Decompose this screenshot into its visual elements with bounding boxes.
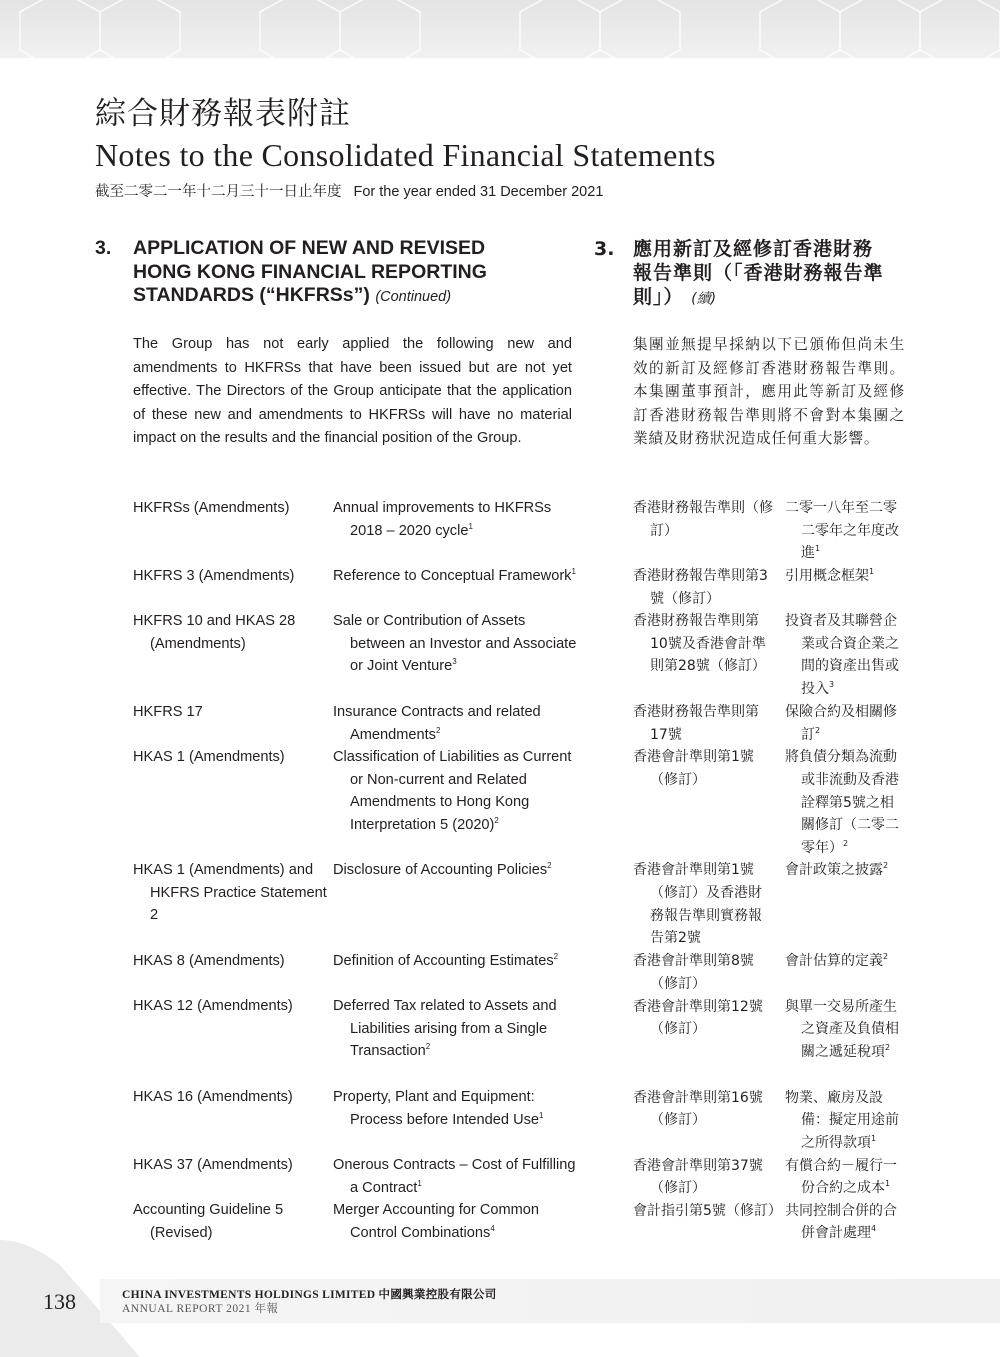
- section-heading-english: [95, 237, 575, 310]
- footnote-ref: 2: [435, 725, 441, 735]
- table-row: [133, 995, 593, 1086]
- table-row: [133, 565, 593, 610]
- footnote-ref: 1: [871, 1133, 877, 1143]
- standard-title: Reference to Conceptual Framework$^1$: [333, 567, 576, 584]
- standard-title: 與單一交易所產生之資產及負債相關之遞延稅項$^2$: [785, 998, 899, 1060]
- standard-title: 投資者及其聯營企業或合資企業之間的資產出售或投入$^3$: [785, 613, 899, 697]
- table-row: [633, 1155, 923, 1200]
- standard-title: Disclosure of Accounting Policies$^2$: [333, 861, 552, 879]
- standard-title: 物業、廠房及設備：擬定用途前之所得款項$^1$: [785, 1089, 899, 1151]
- table-row: [133, 701, 593, 746]
- continued-label: (續): [691, 291, 717, 307]
- standard-title: 共同控制合併的合併會計處理$^4$: [785, 1202, 897, 1242]
- footnote-ref: 2: [553, 952, 559, 962]
- table-row: [633, 996, 923, 1087]
- page-title-chinese: 綜合財務報表附註: [95, 96, 351, 132]
- table-row: [633, 1087, 923, 1155]
- table-row: [133, 497, 593, 565]
- header-band: [0, 0, 1000, 58]
- table-row: [633, 610, 923, 701]
- table-row: [133, 610, 593, 701]
- standard-name: 香港財務報告準則第3號（修訂）: [633, 568, 768, 607]
- table-row: [133, 746, 593, 859]
- standard-name: HKAS 8 (Amendments): [133, 953, 285, 970]
- table-row: [133, 1154, 593, 1199]
- reporting-period-chinese: 截至二零二一年十二月三十一日止年度: [95, 184, 342, 200]
- table-row: [133, 950, 593, 995]
- intro-paragraph-english: The Group has not early applied the following new and amendments to HKFRSs that have been issued but are not yet effective. The Directors of the Group anticipate that the application of these new and amendments to HKFRSs will have no material impact on the results and the financial position of the Group.: [133, 336, 572, 446]
- standard-name: 會計指引第5號（修訂）: [633, 1202, 782, 1219]
- standard-title: 有償合約－履行一份合約之成本$^1$: [785, 1157, 897, 1197]
- section-title-english: [133, 237, 575, 310]
- hexagon-pattern-decoration: [0, 0, 1000, 58]
- standard-name: HKFRS 17: [133, 704, 203, 720]
- page-title-english: Notes to the Consolidated Financial Statements: [95, 137, 716, 173]
- standard-title: 會計估算的定義$^2$: [785, 952, 889, 970]
- standard-name: 香港會計準則第8號（修訂）: [633, 953, 754, 992]
- standard-name: 香港財務報告準則第10號及香港會計準則第28號（修訂）: [633, 613, 766, 675]
- footnote-ref: 2: [494, 815, 499, 825]
- footnote-ref: 2: [547, 861, 552, 871]
- table-row: [633, 701, 923, 746]
- section-title-line: HONG KONG FINANCIAL REPORTING: [133, 260, 487, 283]
- table-row: [633, 1200, 923, 1245]
- section-heading-chinese: [594, 237, 914, 311]
- standard-title: Sale or Contribution of Assets between an Investor and Associate or Joint Venture$^3$: [333, 613, 577, 675]
- section-title-line: 應用新訂及經修訂香港財務: [633, 238, 874, 260]
- footnote-ref: 1: [571, 567, 576, 576]
- standards-table-chinese: [633, 497, 923, 1245]
- standard-name: HKAS 1 (Amendments) and HKFRS Practice Statement 2: [133, 862, 327, 924]
- section-title-chinese: [633, 237, 914, 311]
- standard-name: 香港財務報告準則第17號: [633, 704, 759, 743]
- footnote-ref: 2: [883, 952, 889, 962]
- standard-name: HKAS 37 (Amendments): [133, 1157, 293, 1174]
- standard-title: Deferred Tax related to Assets and Liabilities arising from a Single Transaction$^2$: [333, 998, 557, 1060]
- standard-name: 香港會計準則第12號（修訂）: [633, 998, 763, 1038]
- page-number: 138: [43, 1289, 76, 1314]
- section-number: 3.: [95, 237, 112, 259]
- footnote-ref: 1: [417, 1178, 422, 1188]
- section-title-line: APPLICATION OF NEW AND REVISED: [133, 237, 486, 259]
- standard-title: 會計政策之披露$^2$: [785, 861, 889, 879]
- section-title-line: 則」）: [633, 286, 684, 308]
- section-title-line: 報告準則（「香港財務報告準: [633, 262, 884, 284]
- standard-title: 二零一八年至二零二零年之年度改進$^1$: [785, 500, 899, 562]
- table-row: [633, 497, 923, 565]
- standard-title: Property, Plant and Equipment: Process before Intended Use$^1$: [333, 1089, 544, 1128]
- standard-title: 保險合約及相關修訂$^2$: [785, 704, 897, 743]
- standard-name: HKFRSs (Amendments): [133, 500, 290, 516]
- intro-paragraph-chinese: 集團並無提早採納以下已頒佈但尚未生效的新訂及經修訂香港財務報告準則。本集團董事預計，應用此等新訂及經修訂香港財務報告準則將不會對本集團之業績及財務狀況造成任何重大影響。: [633, 336, 905, 447]
- standard-title: 引用概念框架$^1$: [785, 567, 875, 584]
- section-number: 3.: [594, 238, 615, 260]
- standard-title: Insurance Contracts and related Amendments$^2$: [333, 704, 541, 743]
- standard-title: 將負債分類為流動或非流動及香港詮釋第5號之相關修訂（二零二零年）$^2$: [785, 749, 899, 856]
- reporting-period-english: For the year ended 31 December 2021: [353, 184, 604, 200]
- footnote-ref: 1: [885, 1179, 891, 1189]
- footnote-ref: 2: [815, 725, 821, 735]
- footer-report-label: ANNUAL REPORT 2021 年報: [122, 1303, 279, 1315]
- table-row: [133, 1199, 593, 1244]
- table-row: [633, 746, 923, 859]
- footnote-ref: 4: [490, 1223, 495, 1233]
- footnote-ref: 1: [539, 1110, 544, 1120]
- standard-title: Merger Accounting for Common Control Combinations$^4$: [333, 1202, 540, 1241]
- standard-title: Annual improvements to HKFRSs 2018 – 2020 cycle$^1$: [333, 500, 552, 539]
- table-row: [133, 859, 593, 950]
- table-row: [633, 859, 923, 950]
- footnote-ref: 2: [425, 1042, 431, 1052]
- footnote-ref: 2: [843, 838, 849, 848]
- standard-title: Onerous Contracts – Cost of Fulfilling a Contract$^1$: [333, 1157, 576, 1196]
- standard-name: HKAS 1 (Amendments): [133, 749, 285, 766]
- standard-title: Definition of Accounting Estimates$^2$: [333, 952, 559, 970]
- standard-name: 香港會計準則第1號（修訂）: [633, 749, 754, 788]
- footnote-ref: 3: [829, 679, 835, 689]
- footnote-ref: 4: [871, 1224, 877, 1234]
- standard-name: HKAS 12 (Amendments): [133, 998, 293, 1015]
- standard-name: HKAS 16 (Amendments): [133, 1089, 293, 1106]
- standard-name: HKFRS 10 and HKAS 28 (Amendments): [133, 613, 296, 652]
- standard-name: 香港財務報告準則（修訂）: [633, 500, 773, 539]
- table-row: [633, 950, 923, 995]
- footnote-ref: 3: [452, 657, 457, 667]
- standard-name: HKFRS 3 (Amendments): [133, 568, 295, 584]
- standard-name: 香港會計準則第1號（修訂）及香港財務報告準則實務報告第2號: [633, 862, 762, 947]
- footer-company-name: CHINA INVESTMENTS HOLDINGS LIMITED 中國興業控股有限公司: [122, 1289, 497, 1301]
- table-row: [133, 1086, 593, 1154]
- table-row: [633, 565, 923, 610]
- standards-table-english: [133, 497, 593, 1245]
- reporting-period: [95, 180, 603, 201]
- standard-name: 香港會計準則第37號（修訂）: [633, 1157, 763, 1197]
- standard-title: Classification of Liabilities as Current or Non-current and Related Amendments to Hong Kong Interpretation 5 $(2020)^2$: [333, 749, 572, 833]
- footnote-ref: 1: [468, 521, 473, 531]
- footnote-ref: 2: [885, 1042, 891, 1052]
- section-title-line: STANDARDS (“HKFRSs”): [133, 284, 370, 306]
- footnote-ref: 1: [815, 544, 821, 554]
- footnote-ref: 1: [869, 567, 875, 576]
- standard-name: Accounting Guideline 5 (Revised): [133, 1202, 284, 1241]
- continued-label: (Continued): [375, 289, 452, 305]
- standard-name: 香港會計準則第16號（修訂）: [633, 1089, 763, 1129]
- footnote-ref: 2: [883, 861, 889, 871]
